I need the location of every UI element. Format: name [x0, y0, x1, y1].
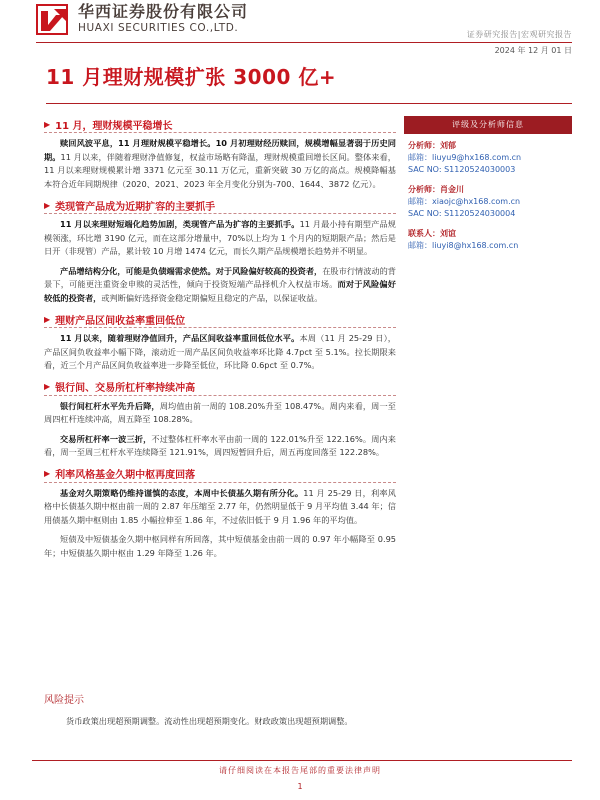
- main-content: [44, 116, 396, 560]
- paragraph: [44, 433, 396, 460]
- report-title: 11 月理财规模扩张 3000 亿+: [46, 65, 337, 89]
- footer-divider: [32, 760, 572, 761]
- analyst-email-row: [408, 196, 568, 208]
- contact-role: 联系人：: [408, 229, 440, 238]
- paragraph-body: 不过整体杠杆率水平由前一周的 122.01%升至 122.16%。周内来看，周一至周三杠杆水平连续降至 121.91%，周四短暂回升后，周五再度回落至 122.28%。: [44, 433, 396, 457]
- paragraph: [44, 218, 396, 259]
- contact-name: 刘谊: [440, 229, 456, 238]
- section-heading: [44, 197, 396, 214]
- email-label: 邮箱：: [408, 197, 432, 206]
- paragraph: [44, 137, 396, 191]
- huaxi-logo-icon: [36, 3, 70, 35]
- analyst-sac-row: [408, 164, 568, 176]
- paragraph: [44, 400, 396, 427]
- section: [44, 197, 396, 305]
- paragraph-lead: 11 月以来，随着理财净值回升，产品区间收益率重回低位水平。: [60, 333, 300, 343]
- paragraph: [44, 265, 396, 306]
- page-number: 1: [297, 782, 303, 791]
- triangle-bullet-icon: ▶: [44, 119, 51, 129]
- analyst-role: 分析师：: [408, 141, 440, 150]
- contact-email-link[interactable]: liuyi8@hx168.com.cn: [432, 241, 519, 250]
- paragraph-body: 11 月以来，伴随着理财净值修复，权益市场略有降温，理财规模重回增长区间。整体来看，11 月以来理财规模累计增 3371 亿元至 30.11 万亿元，重新突破 30 万亿的高点。规模降幅基本符合近年同期规律（2020、2021、2023 年全月变化分别为-700、1644、3872 亿元）。: [44, 151, 396, 189]
- company-name-cn: 华西证券股份有限公司: [78, 2, 249, 21]
- triangle-bullet-icon: ▶: [44, 314, 51, 324]
- section-heading-text: 11 月，理财规模平稳增长: [55, 120, 173, 132]
- header-divider: [36, 42, 572, 43]
- company-logo: [36, 3, 248, 37]
- section: [44, 311, 396, 373]
- paragraph-lead: 银行间杠杆水平先升后降，: [60, 400, 160, 411]
- paragraph-body: 周均值由前一周的 108.20%升至 108.47%。周内来看，周一至周四杠杆连续冲高，周五降至 108.28%。: [44, 400, 396, 424]
- email-label: 邮箱：: [408, 241, 432, 250]
- section-heading-text: 类现管产品成为近期扩容的主要抓手: [55, 201, 216, 213]
- paragraph-body-2: 或判断偏好选择资金稳定期偏短且稳定的产品，以保证收益。: [101, 292, 323, 303]
- paragraph-lead: 赎回风波平息，11 月理财规模平稳增长。10 月初理财经历赎回，规模增幅显著弱于历史同期。: [44, 138, 396, 162]
- section-heading-text: 银行间、交易所杠杆率持续冲高: [55, 383, 196, 394]
- analyst-name: 刘郁: [440, 141, 456, 150]
- analyst-email-link[interactable]: liuyu9@hx168.com.cn: [432, 153, 522, 162]
- triangle-bullet-icon: ▶: [44, 469, 51, 478]
- section-heading-text: 理财产品区间收益率重回低位: [55, 315, 186, 327]
- paragraph: [44, 533, 396, 560]
- triangle-bullet-icon: ▶: [44, 200, 51, 210]
- section-heading-text: 利率风格基金久期中枢再度回落: [55, 470, 196, 481]
- analyst-email-link[interactable]: xiaojc@hx168.com.cn: [432, 197, 521, 206]
- analyst-sac-number: S1120524030004: [444, 209, 516, 218]
- contact-email-row: [408, 240, 568, 252]
- paragraph-lead-2: 而对于风险偏好较低的投资者，: [44, 279, 396, 303]
- triangle-bullet-icon: ▶: [44, 382, 51, 391]
- analyst-name-row: [408, 184, 568, 196]
- section: [44, 379, 396, 460]
- contact-name-row: [408, 228, 568, 240]
- analyst-role: 分析师：: [408, 185, 440, 194]
- analyst-email-row: [408, 152, 568, 164]
- analyst-name: 肖金川: [440, 185, 464, 194]
- section: [44, 116, 396, 191]
- risk-text: 货币政策出现超预期调整。流动性出现超预期变化。财政政策出现超预期调整。: [66, 716, 353, 726]
- section-heading: [44, 379, 396, 396]
- report-date: 2024 年 12 月 01 日: [494, 46, 572, 55]
- title-divider: [46, 103, 572, 104]
- contact-card: [404, 222, 572, 252]
- paragraph-lead: 11 月以来理财短端化趋势加剧，类现管产品为扩容的主要抓手。: [60, 219, 300, 229]
- company-name-en: HUAXI SECURITIES CO.,LTD.: [78, 22, 239, 34]
- section-heading: [44, 116, 396, 133]
- analyst-card: [404, 178, 572, 222]
- paragraph-body: 11 月 25-29 日，利率风格中长债基久期中枢由前一周的 2.87 年压缩至 2.77 年，仍然明显低于 9 月平均值 3.44 年；信用债基久期中枢则由 1.85 小幅拉伸至 1.86 年，不过依旧低于 9 月 1.96 年的平均值。: [44, 487, 396, 525]
- sidebar-heading: 评级及分析师信息: [404, 116, 572, 134]
- sac-label: SAC NO:: [408, 209, 442, 218]
- risk-section: [44, 694, 396, 728]
- analyst-sac-number: S1120524030003: [444, 165, 516, 174]
- paragraph-lead: 产品增结构分化，可能是负债端需求使然。对于风险偏好较高的投资者，: [60, 265, 323, 276]
- email-label: 邮箱：: [408, 153, 432, 162]
- analyst-name-row: [408, 140, 568, 152]
- section-heading: [44, 311, 396, 328]
- paragraph: [44, 487, 396, 528]
- sac-label: SAC NO:: [408, 165, 442, 174]
- analyst-card: [404, 134, 572, 178]
- paragraph-body: 本周（11 月 25-29 日），产品区间负收益率小幅下降，滚动近一周产品区间负收益率环比降 4.7pct 至 5.1%。拉长期限来看，近三个月产品区间负收益率进一步降至低位，环比降 0.6pct 至 0.7%。: [44, 333, 396, 370]
- report-type: 证券研究报告|宏观研究报告: [466, 30, 572, 39]
- legal-notice: 请仔细阅读在本报告尾部的重要法律声明: [219, 766, 381, 775]
- paragraph-body: 短债及中短债基金久期中枢同样有所回落，其中短债基金由前一周的 0.97 年小幅降至 0.95 年；中短债基久期中枢由 1.29 年降至 1.26 年。: [44, 534, 396, 558]
- paragraph-body: 在股市行情波动的背景下，可能更注重资金申赎的灵活性，倾向于投资短端产品择机介入权益市场。: [44, 265, 396, 289]
- paragraph: [44, 332, 396, 373]
- analyst-sidebar: [404, 116, 572, 252]
- section-heading: [44, 466, 396, 483]
- section: [44, 466, 396, 561]
- risk-title: 风险提示: [44, 695, 84, 706]
- paragraph-lead: 基金对久期策略仍维持谨慎的态度，本周中长债基久期有所分化。: [60, 487, 304, 498]
- paragraph-lead: 交易所杠杆率一波三折，: [60, 433, 152, 444]
- paragraph-body: 11 月最小持有期型产品规模领涨，环比增 3190 亿元，而在这部分增量中，70%以上均为 1 个月内的短期限产品；然后是日开（非现管）产品，累计较 10 月增 1474 亿元，而长久期产品规模增长趋势并不明显。: [44, 219, 396, 256]
- analyst-sac-row: [408, 208, 568, 220]
